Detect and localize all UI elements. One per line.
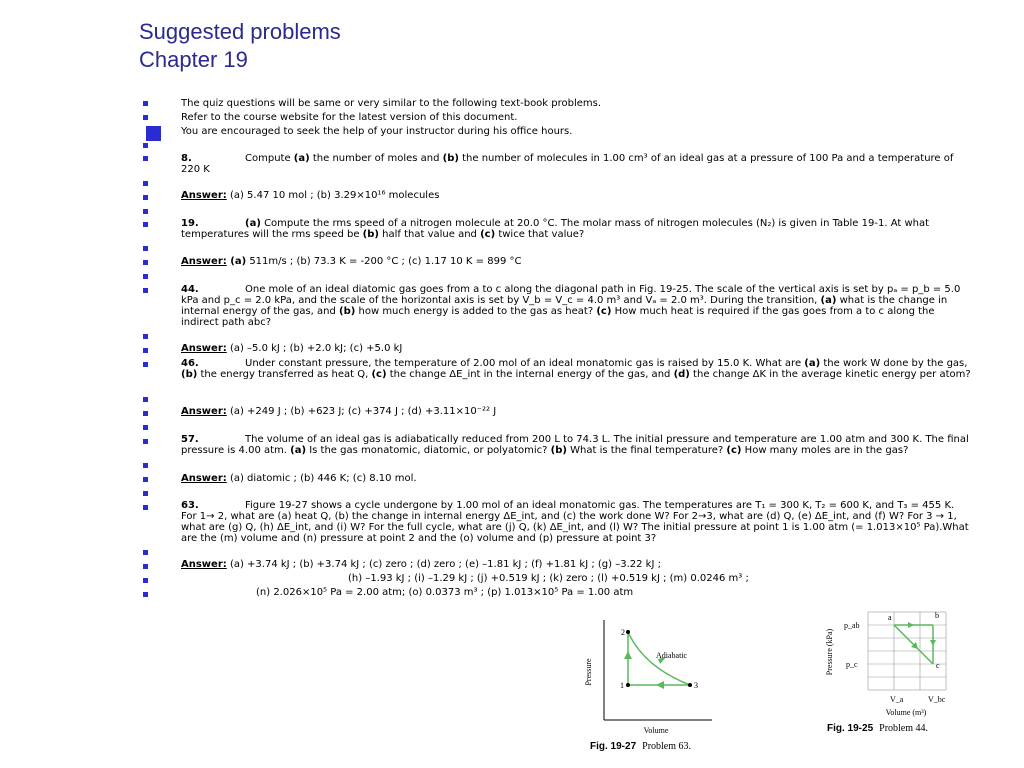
answer-label: Answer: xyxy=(181,559,227,570)
bullet xyxy=(143,143,148,148)
title-line-1: Suggested problems xyxy=(139,19,341,44)
bullet-highlight xyxy=(146,126,161,141)
y-axis-label: Pressure (kPa) xyxy=(825,628,834,676)
bullet xyxy=(143,439,148,444)
intro-line: You are encouraged to seek the help of your instructor during his office hours. xyxy=(181,126,573,137)
p-c-tick: p_c xyxy=(846,660,858,669)
answer-label: Answer: xyxy=(181,343,227,354)
point-2-label: 2 xyxy=(621,628,625,637)
arrow-up xyxy=(624,651,632,659)
bullet xyxy=(143,209,148,214)
point-1 xyxy=(626,683,630,687)
figure-19-27 xyxy=(582,612,722,742)
x-axis-label: Volume (m³) xyxy=(885,708,927,717)
problem-number: 57. xyxy=(181,434,199,445)
bullet xyxy=(143,288,148,293)
problem-44: 44. One mole of an ideal diatomic gas goes from a to c along the diagonal path in Fig. 19-25. The scale of the vertical axis is set by pₐ = p_b = 5.0 kPa and p_c = 2.0 kPa, and the scale of the horizontal axis is set by V_b = V_c = 4.0 m³ and Vₐ = 2.0 m³. During the transition, (a) what is the change in internal energy of the gas, and (b) how much energy is added to the gas as heat? (c) How much heat is required if the gas goes from a to c along the indirect path abc? xyxy=(181,284,961,328)
arrow-down xyxy=(930,640,936,646)
answer-8: Answer: (a) 5.47 10 mol ; (b) 3.29×10¹⁶ molecules xyxy=(181,190,440,201)
problem-8: 8. Compute (a) the number of moles and (b) the number of molecules in 1.00 cm³ of an ideal gas at a pressure of 100 Pa and a temperature of 220 K xyxy=(181,153,954,175)
bullet xyxy=(143,505,148,510)
title-line-2: Chapter 19 xyxy=(139,47,248,72)
answer-label: Answer: xyxy=(181,406,227,417)
bullet xyxy=(143,477,148,482)
bullet xyxy=(143,578,148,583)
bullet xyxy=(143,274,148,279)
answer-19: Answer: (a) 511m/s ; (b) 73.3 K = -200 °C ; (c) 1.17 10 K = 899 °C xyxy=(181,256,522,267)
problem-number: 19. xyxy=(181,218,199,229)
problem-number: 8. xyxy=(181,153,192,164)
problem-number: 46. xyxy=(181,358,199,369)
problem-number: 44. xyxy=(181,284,199,295)
bullet xyxy=(143,260,148,265)
bullet xyxy=(143,156,148,161)
bullet xyxy=(143,564,148,569)
intro-line: The quiz questions will be same or very similar to the following text-book problems. xyxy=(181,98,602,109)
answer-label: Answer: xyxy=(181,473,227,484)
x-axis-label: Volume xyxy=(643,726,669,735)
problem-19: 19. (a) Compute the rms speed of a nitrogen molecule at 20.0 °C. The molar mass of nitrogen molecules (N₂) is given in Table 19-1. At what temperatures will the rms speed be (b) half that value and (c) twice that value? xyxy=(181,218,930,240)
point-a-label: a xyxy=(888,613,892,622)
bullet xyxy=(143,334,148,339)
problem-57: 57. The volume of an ideal gas is adiabatically reduced from 200 L to 74.3 L. The initial pressure and temperature are 1.00 atm and 300 K. The final pressure is 4.00 atm. (a) Is the gas monatomic, diatomic, or polyatomic? (b) What is the final temperature? (c) How many moles are in the gas? xyxy=(181,434,969,456)
point-c-label: c xyxy=(936,661,940,670)
answer-63: Answer: (a) +3.74 kJ ; (b) +3.74 kJ ; (c) zero ; (d) zero ; (e) –1.81 kJ ; (f) +1.81 kJ ; (g) –3.22 kJ ; xyxy=(181,559,661,570)
bullet xyxy=(143,397,148,402)
answer-63-line-2: (h) –1.93 kJ ; (i) –1.29 kJ ; (j) +0.519 kJ ; (k) zero ; (l) +0.519 kJ ; (m) 0.0246 m³ ; xyxy=(348,573,749,584)
bullet xyxy=(143,491,148,496)
intro-line: Refer to the course website for the latest version of this document. xyxy=(181,112,518,123)
bullet xyxy=(143,411,148,416)
answer-57: Answer: (a) diatomic ; (b) 446 K; (c) 8.10 mol. xyxy=(181,473,417,484)
answer-63-line-3: (n) 2.026×10⁵ Pa = 2.00 atm; (o) 0.0373 m³ ; (p) 1.013×10⁵ Pa = 1.00 atm xyxy=(256,587,634,598)
bullet xyxy=(143,195,148,200)
adiabatic-label: Adiabatic xyxy=(656,651,688,660)
point-2 xyxy=(626,630,630,634)
figure-19-25 xyxy=(822,606,962,722)
answer-44: Answer: (a) –5.0 kJ ; (b) +2.0 kJ; (c) +5.0 kJ xyxy=(181,343,403,354)
problem-63: 63. Figure 19-27 shows a cycle undergone by 1.00 mol of an ideal monatomic gas. The temperatures are T₁ = 300 K, T₂ = 600 K, and T₃ = 455 K. For 1→ 2, what are (a) heat Q, (b) the change in internal energy ΔE_int, and (c) the work done W? For 2→3, what are (d) Q, (e) ΔE_int, and (f) W? For 3 → 1, what are (g) Q, (h) ΔE_int, and (i) W? For the full cycle, what are (j) Q, (k) ΔE_int, and (l) W? The initial pressure at point 1 is 1.00 atm (= 1.013×10⁵ Pa).What are the (m) volume and (n) pressure at point 2 and the (o) volume and (p) pressure at point 3? xyxy=(181,500,969,544)
bullet xyxy=(143,115,148,120)
y-axis-label: Pressure xyxy=(584,658,593,686)
page-title xyxy=(139,18,341,74)
bullet xyxy=(143,181,148,186)
figure-19-25-caption: Fig. 19-25 Problem 44. xyxy=(827,723,929,734)
problem-number: 63. xyxy=(181,500,199,511)
v-a-tick: V_a xyxy=(890,695,904,704)
arrow-right xyxy=(908,622,914,628)
bullet xyxy=(143,362,148,367)
point-b-label: b xyxy=(935,611,939,620)
answer-label: Answer: xyxy=(181,190,227,201)
point-3 xyxy=(688,683,692,687)
bullet xyxy=(143,348,148,353)
arrow-left xyxy=(656,681,664,689)
problem-46: 46. Under constant pressure, the temperature of 2.00 mol of an ideal monatomic gas is raised by 15.0 K. What are (a) the work W done by the gas, (b) the energy transferred as heat Q, (c) the change ΔE_int in the internal energy of the gas, and (d) the change ΔK in the average kinetic energy per atom? xyxy=(181,358,971,380)
bullet xyxy=(143,101,148,106)
bullet xyxy=(143,425,148,430)
bullet xyxy=(143,463,148,468)
answer-46: Answer: (a) +249 J ; (b) +623 J; (c) +374 J ; (d) +3.11×10⁻²² J xyxy=(181,406,497,417)
bullet xyxy=(143,246,148,251)
bullet xyxy=(143,592,148,597)
grid xyxy=(868,612,946,690)
answer-label: Answer: xyxy=(181,256,227,267)
bullet xyxy=(143,550,148,555)
bullet xyxy=(143,222,148,227)
point-3-label: 3 xyxy=(694,681,698,690)
figure-19-27-caption: Fig. 19-27 Problem 63. xyxy=(590,741,692,752)
p-ab-tick: p_ab xyxy=(844,621,860,630)
v-bc-tick: V_bc xyxy=(928,695,946,704)
point-1-label: 1 xyxy=(620,681,624,690)
